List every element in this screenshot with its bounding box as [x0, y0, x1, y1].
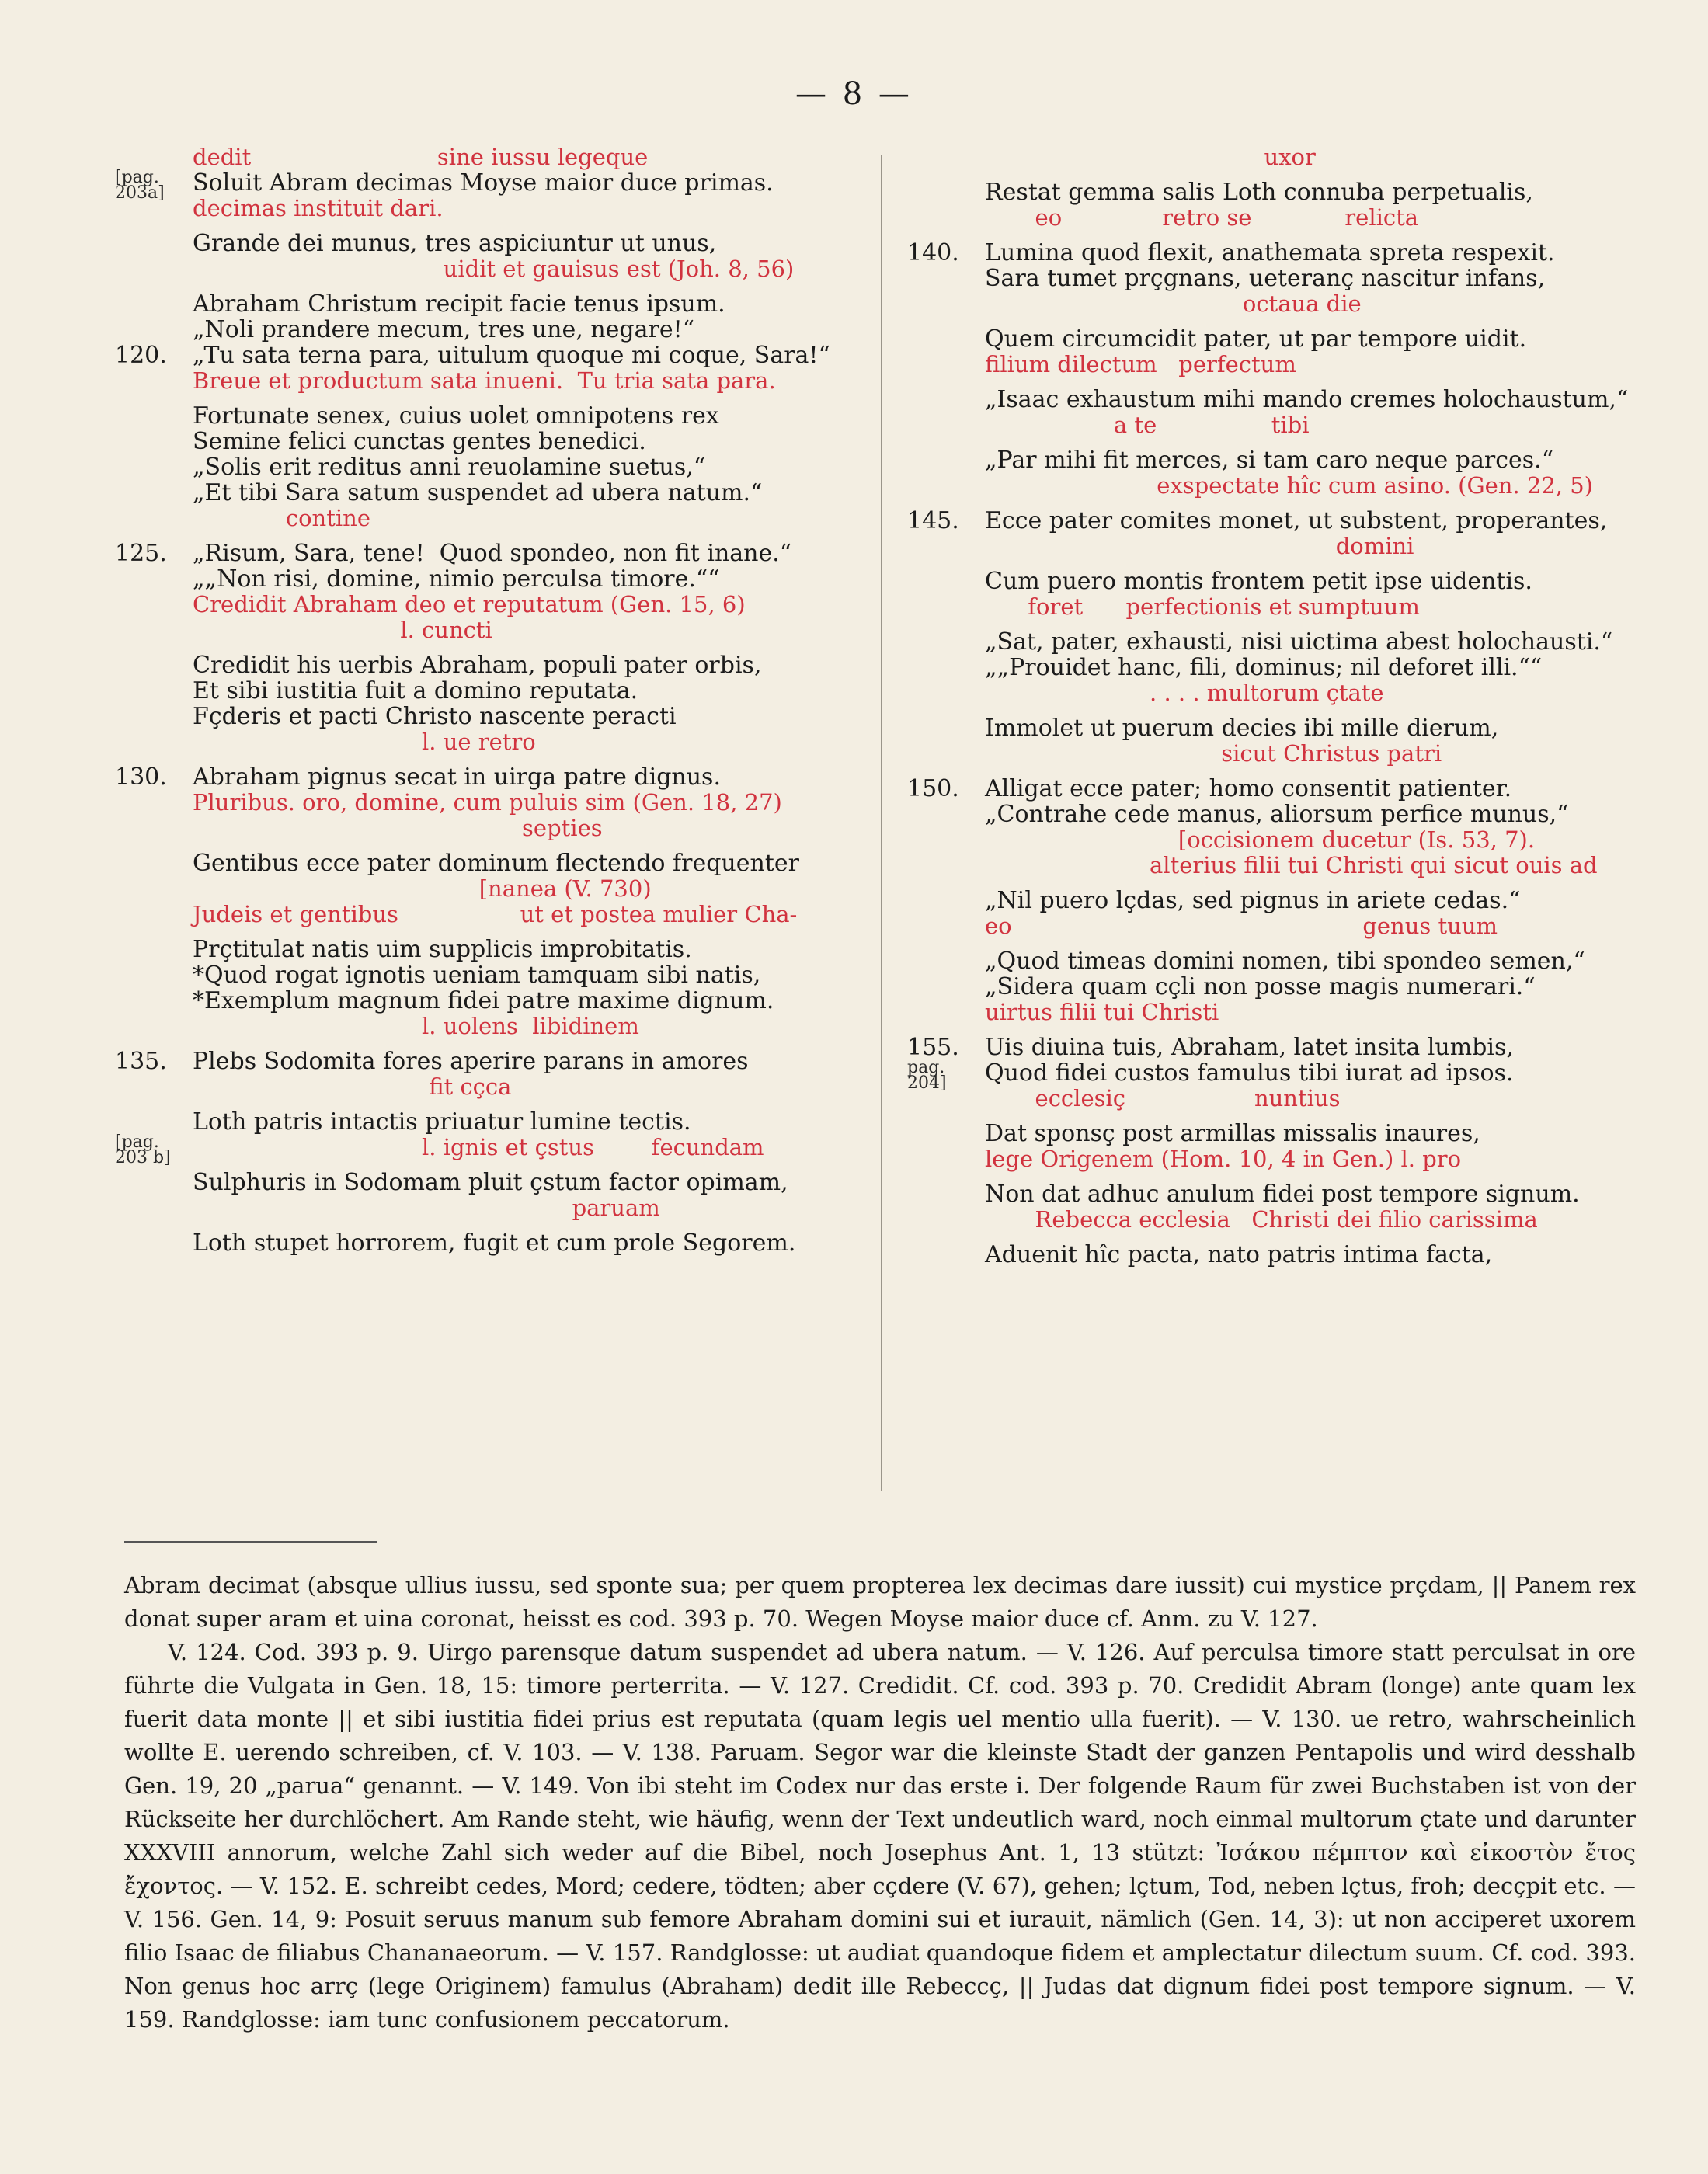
gloss-line — [115, 876, 861, 902]
line-text: „Quod timeas domini nomen, tibi spondeo semen,“ — [985, 948, 1585, 975]
verse-number: 150. — [907, 775, 959, 802]
verse-line — [907, 1035, 1653, 1060]
verse-line — [115, 937, 861, 962]
line-text: Soluit Abram decimas Moyse maior duce primas. — [193, 169, 774, 197]
gloss-line — [115, 790, 861, 816]
line-text: Pluribus. oro, domine, cum puluis sim (Gen. 18, 27) — [193, 789, 782, 816]
line-text: Abraham pignus secat in uirga patre dignus. — [193, 764, 721, 791]
verse-line — [907, 974, 1653, 1000]
verse-line — [907, 508, 1653, 534]
line-text: „Noli prandere mecum, tres une, negare!“ — [193, 316, 694, 343]
line-text: foret perfectionis et sumptuum — [985, 593, 1420, 620]
line-text: Loth patris intactis priuatur lumine tectis. — [193, 1108, 691, 1136]
line-text: Et sibi iustitia fuit a domino reputata. — [193, 677, 638, 704]
verse-line — [115, 541, 861, 566]
line-text: Cum puero montis frontem petit ipse uidentis. — [985, 568, 1532, 595]
gloss-line — [907, 473, 1653, 499]
line-text: Aduenit hîc pacta, nato patris intima facta, — [985, 1241, 1493, 1268]
footnote-rule — [124, 1541, 377, 1543]
verse-line — [115, 343, 861, 368]
verse-line — [115, 652, 861, 678]
verse-line — [907, 1242, 1653, 1268]
line-text: Immolet ut puerum decies ibi mille dierum, — [985, 715, 1499, 742]
line-text: uirtus filii tui Christi — [985, 999, 1219, 1025]
verse-line — [115, 678, 861, 704]
line-text: sicut Christus patri — [985, 740, 1442, 767]
verse-number: 145. — [907, 507, 959, 534]
gloss-line — [907, 741, 1653, 767]
verse-line — [115, 231, 861, 256]
line-text: Lumina quod flexit, anathemata spreta respexit. — [985, 239, 1555, 266]
verse-line — [907, 266, 1653, 291]
line-text: a te tibi — [985, 412, 1310, 438]
line-text: domini — [985, 533, 1414, 559]
verse-line — [115, 454, 861, 480]
verse-line — [115, 962, 861, 988]
verse-line — [907, 1058, 1653, 1093]
page-number: — 8 — — [795, 76, 913, 112]
verse-line — [115, 291, 861, 317]
gloss-line — [907, 534, 1653, 559]
verse-line — [907, 179, 1653, 205]
gloss-line — [907, 291, 1653, 317]
line-text: „Sat, pater, exhausti, nisi uictima abest holochausti.“ — [985, 628, 1613, 656]
line-text: „Tu sata terna para, uitulum quoque mi coque, Sara!“ — [193, 342, 830, 369]
line-text: Breue et productum sata inueni. Tu tria sata para. — [193, 367, 776, 394]
line-text: contine — [193, 505, 370, 531]
line-text: *Exemplum magnum fidei patre maxime dignum. — [193, 987, 774, 1014]
line-text: Loth stupet horrorem, fugit et cum prole Segorem. — [193, 1230, 796, 1257]
gloss-line — [115, 729, 861, 755]
line-text: l. ignis et çstus fecundam — [193, 1134, 764, 1160]
line-text: Restat gemma salis Loth connuba perpetualis, — [985, 179, 1533, 206]
line-text: fit cçca — [193, 1073, 512, 1100]
line-text: „Risum, Sara, tene! Quod spondeo, non fit inane.“ — [193, 540, 792, 567]
verse-line — [907, 948, 1653, 974]
line-text: paruam — [193, 1195, 660, 1221]
line-text: Sara tumet prçgnans, ueteranç nascitur infans, — [985, 265, 1546, 292]
line-text: Prçtitulat natis uim supplicis improbitatis. — [193, 936, 692, 963]
line-text: filium dilectum perfectum — [985, 351, 1296, 377]
line-text: Uis diuina tuis, Abraham, latet insita lumbis, — [985, 1034, 1514, 1061]
line-text: Alligat ecce pater; homo consentit patienter. — [985, 775, 1512, 802]
verse-line — [115, 429, 861, 454]
gloss-line — [115, 617, 861, 643]
gloss-line — [907, 1086, 1653, 1111]
verse-line — [907, 240, 1653, 266]
line-text: „Solis erit reditus anni reuolamine suetus,“ — [193, 454, 706, 481]
page-reference: pag. 204] — [907, 1058, 947, 1093]
line-text: „Par mihi fit merces, si tam caro neque parces.“ — [985, 447, 1554, 474]
line-text: l. ue retro — [193, 729, 536, 755]
verse-number: 155. — [907, 1034, 959, 1061]
verse-line — [115, 1170, 861, 1195]
line-text: Non dat adhuc anulum fidei post tempore signum. — [985, 1181, 1580, 1208]
line-text: Judeis et gentibus ut et postea mulier Cha- — [193, 901, 798, 927]
gloss-line — [115, 902, 861, 927]
gloss-line — [907, 144, 1653, 170]
line-text: uidit et gauisus est (Joh. 8, 56) — [193, 256, 795, 282]
verse-line — [115, 988, 861, 1014]
verse-line — [907, 447, 1653, 473]
page-reference: [pag. 203a] — [115, 168, 165, 203]
verse-line — [907, 888, 1653, 913]
gloss-line — [907, 412, 1653, 438]
verse-line — [907, 629, 1653, 655]
gloss-line — [115, 592, 861, 617]
verse-line — [907, 326, 1653, 352]
verse-line — [907, 655, 1653, 680]
line-text: Quem circumcidit pater, ut par tempore uidit. — [985, 325, 1527, 353]
line-text: exspectate hîc cum asino. (Gen. 22, 5) — [985, 472, 1593, 499]
verse-line — [907, 387, 1653, 412]
footnotes — [124, 1569, 1636, 2037]
column-divider — [881, 155, 882, 1491]
gloss-line — [907, 352, 1653, 377]
line-text: eo retro se relicta — [985, 204, 1419, 231]
line-text: l. cuncti — [193, 617, 492, 643]
verse-line — [115, 764, 861, 790]
footnote-paragraph: Abram decimat (absque ullius iussu, sed sponte sua; per quem propterea lex decimas dare iussit) cui mystice prçdam, || Panem rex donat super aram et uina coronat, heisst es cod. 393 p. 70. Wegen Moyse maior duce cf. Anm. zu V. 127. — [124, 1572, 1636, 1632]
line-text: . . . . multorum çtate — [985, 680, 1384, 706]
line-text: Abraham Christum recipit facie tenus ipsum. — [193, 290, 725, 318]
verse-line — [907, 776, 1653, 802]
line-text: *Quod rogat ignotis ueniam tamquam sibi natis, — [193, 962, 761, 989]
line-text: [nanea (V. 730) — [193, 875, 652, 902]
line-text: „Contrahe cede manus, aliorsum perfice munus,“ — [985, 801, 1569, 828]
line-text: eo genus tuum — [985, 913, 1498, 939]
gloss-line — [115, 256, 861, 282]
gloss-line — [907, 1146, 1653, 1172]
line-text: Semine felici cunctas gentes benedici. — [193, 428, 646, 455]
gloss-line — [115, 816, 861, 841]
verse-number: 135. — [115, 1048, 167, 1075]
line-text: decimas instituit dari. — [193, 195, 444, 221]
gloss-line — [907, 594, 1653, 620]
gloss-line — [907, 827, 1653, 853]
line-text: „„Prouidet hanc, fili, dominus; nil deforet illi.““ — [985, 654, 1543, 681]
line-text: octaua die — [985, 290, 1362, 317]
verse-line — [115, 704, 861, 729]
gloss-line — [115, 1195, 861, 1221]
verse-line — [115, 1230, 861, 1256]
line-text: Credidit his uerbis Abraham, populi pater orbis, — [193, 652, 762, 679]
verse-line — [115, 480, 861, 506]
line-text: uxor — [985, 144, 1316, 170]
line-text: Fortunate senex, cuius uolet omnipotens rex — [193, 402, 719, 430]
line-text: Fçderis et pacti Christo nascente peracti — [193, 703, 677, 730]
gloss-line — [907, 913, 1653, 939]
line-text: Credidit Abraham deo et reputatum (Gen. 15, 6) — [193, 591, 746, 617]
page-reference: [pag. 203 b] — [115, 1132, 171, 1167]
line-text: „Et tibi Sara satum suspendet ad ubera natum.“ — [193, 479, 763, 506]
line-text: alterius filii tui Christi qui sicut ouis ad — [985, 852, 1598, 878]
gloss-line — [907, 205, 1653, 231]
line-text: Gentibus ecce pater dominum flectendo frequenter — [193, 850, 799, 877]
line-text: Rebecca ecclesia Christi dei filio carissima — [985, 1206, 1538, 1233]
gloss-line — [907, 853, 1653, 878]
line-text: „„Non risi, domine, nimio perculsa timore.““ — [193, 565, 720, 593]
verse-line — [907, 802, 1653, 827]
gloss-line — [115, 1014, 861, 1039]
verse-number: 120. — [115, 342, 167, 369]
gloss-line — [115, 144, 861, 170]
verse-line — [115, 1049, 861, 1074]
line-text: Quod fidei custos famulus tibi iurat ad ipsos. — [985, 1059, 1514, 1087]
verse-line — [907, 1181, 1653, 1207]
gloss-line — [115, 1132, 861, 1167]
verse-line — [115, 850, 861, 876]
gloss-line — [115, 1074, 861, 1100]
verse-line — [907, 1121, 1653, 1146]
verse-number: 140. — [907, 239, 959, 266]
line-text: [occisionem ducetur (Is. 53, 7). — [985, 826, 1536, 853]
gloss-line — [115, 368, 861, 394]
verse-number: 125. — [115, 540, 167, 567]
line-text: ecclesiç nuntius — [985, 1085, 1341, 1111]
verse-number: 130. — [115, 764, 167, 791]
gloss-line — [115, 506, 861, 531]
line-text: Sulphuris in Sodomam pluit çstum factor opimam, — [193, 1169, 788, 1196]
verse-line — [907, 715, 1653, 741]
gloss-line — [907, 680, 1653, 706]
line-text: Grande dei munus, tres aspiciuntur ut unus, — [193, 230, 717, 257]
left-column — [115, 144, 861, 1256]
gloss-line — [115, 196, 861, 221]
verse-line — [115, 317, 861, 343]
verse-line — [115, 1109, 861, 1135]
gloss-line — [907, 1207, 1653, 1233]
verse-line — [115, 168, 861, 203]
right-column — [907, 144, 1653, 1268]
line-text: lege Origenem (Hom. 10, 4 in Gen.) l. pro — [985, 1146, 1462, 1172]
line-text: Ecce pater comites monet, ut substent, properantes, — [985, 507, 1608, 534]
line-text: „Isaac exhaustum mihi mando cremes holochaustum,“ — [985, 386, 1629, 413]
verse-line — [115, 403, 861, 429]
line-text: „Sidera quam cçli non posse magis numerari.“ — [985, 973, 1536, 1000]
line-text: Plebs Sodomita fores aperire parans in amores — [193, 1048, 749, 1075]
footnote-paragraph: V. 124. Cod. 393 p. 9. Uirgo parensque datum suspendet ad ubera natum. — V. 126. Auf perculsa timore statt perculsat in ore führte die Vulgata in Gen. 18, 15: timore perterrita. — V. 127. Credidit. Cf. cod. 393 p. 70. Credidit Abram (longe) ante quam lex fuerit data monte || et sibi iustitia fidei prius est reputata (quam legis uel mentio ulla fuerit). — V. 130. ue retro, wahrscheinlich wollte E. uerendo schreiben, cf. V. 103. — V. 138. Paruam. Segor war die kleinste Stadt der ganzen Pentapolis und wird desshalb Gen. 19, 20 „parua“ genannt. — V. 149. Von ibi steht im Codex nur das erste i. Der folgende Raum für zwei Buchstaben ist von der Rückseite her durchlöchert. Am Rande steht, wie häufig, wenn der Text undeutlich ward, noch einmal multorum çtate und darunter XXXVIII annorum, welche Zahl sich weder auf die Bibel, noch Josephus Ant. 1, 13 stützt: Ἰσάκου πέμπτον καὶ εἰκοστὸν ἔτος ἔχοντος. — V. 152. E. schreibt cedes, Mord; cedere, tödten; aber cçdere (V. 67), gehen; lçtum, Tod, neben lçtus, froh; decçpit etc. — V. 156. Gen. 14, 9: Posuit seruus manum sub femore Abraham domini sui et iurauit, nämlich (Gen. 14, 3): ut non acciperet uxorem filio Isaac de filiabus Chananaeorum. — V. 157. Randglosse: ut audiat quandoque fidem et amplectatur dilectum suum. Cf. cod. 393. Non genus hoc arrç (lege Originem) famulus (Abraham) dedit ille Rebeccç, || Judas dat dignum fidei post tempore signum. — V. 159. Randglosse: iam tunc confusionem peccatorum. — [124, 1639, 1636, 2033]
line-text: dedit sine iussu legeque — [193, 144, 649, 170]
gloss-line — [907, 1000, 1653, 1025]
verse-line — [115, 566, 861, 592]
line-text: Dat sponsç post armillas missalis inaures, — [985, 1120, 1480, 1147]
line-text: septies — [193, 815, 603, 841]
line-text: l. uolens libidinem — [193, 1013, 639, 1039]
line-text: „Nil puero lçdas, sed pignus in ariete cedas.“ — [985, 887, 1521, 914]
verse-line — [907, 569, 1653, 594]
